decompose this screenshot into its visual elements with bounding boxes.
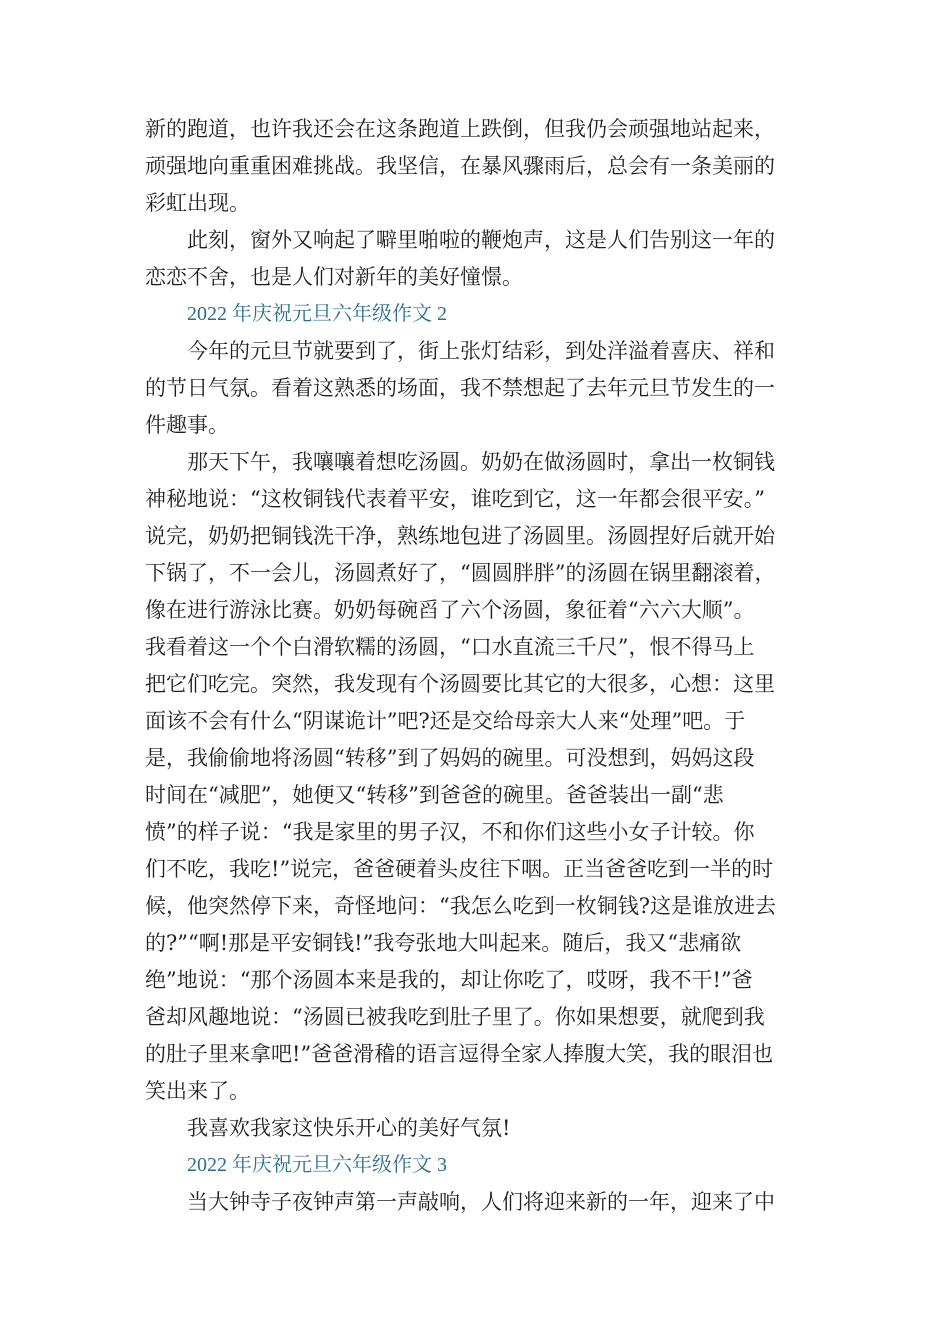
section-heading: 2022 年庆祝元旦六年级作文 2 <box>187 303 447 325</box>
paragraph-line: 的节日气氛。看着这熟悉的场面，我不禁想起了去年元旦节发生的一 <box>145 376 775 400</box>
paragraph-line: 绝”地说：“那个汤圆本来是我的，却让你吃了，哎呀，我不干!”爸 <box>145 968 753 992</box>
paragraph-line: 此刻，窗外又响起了噼里啪啦的鞭炮声，这是人们告别这一年的 <box>187 228 775 252</box>
paragraph-line: 候，他突然停下来，奇怪地问：“我怎么吃到一枚铜钱?这是谁放进去 <box>145 894 776 918</box>
paragraph-line: 是，我偷偷地将汤圆“转移”到了妈妈的碗里。可没想到，妈妈这段 <box>145 746 755 770</box>
paragraph-line: 我看着这一个个白滑软糯的汤圆，“口水直流三千尺”，恨不得马上 <box>145 635 755 659</box>
section-heading: 2022 年庆祝元旦六年级作文 3 <box>187 1154 447 1176</box>
paragraph-line: 时间在“减肥”，她便又“转移”到爸爸的碗里。爸爸装出一副“悲 <box>145 783 724 807</box>
paragraph-line: 彩虹出现。 <box>145 191 250 215</box>
paragraph-line: 面该不会有什么“阴谋诡计”吧?还是交给母亲大人来“处理”吧。于 <box>145 709 746 733</box>
paragraph-line: 爸却风趣地说：“汤圆已被我吃到肚子里了。你如果想要，就爬到我 <box>145 1005 765 1029</box>
paragraph-line: 今年的元旦节就要到了，街上张灯结彩，到处洋溢着喜庆、祥和 <box>187 339 775 363</box>
paragraph-line: 们不吃，我吃!”说完，爸爸硬着头皮往下咽。正当爸爸吃到一半的时 <box>145 857 774 881</box>
paragraph-line: 愤”的样子说：“我是家里的男子汉，不和你们这些小女子计较。你 <box>145 820 755 844</box>
paragraph-line: 神秘地说：“这枚铜钱代表着平安，谁吃到它，这一年都会很平安。” <box>145 487 765 511</box>
paragraph-line: 说完，奶奶把铜钱洗干净，熟练地包进了汤圆里。汤圆捏好后就开始 <box>145 524 775 548</box>
paragraph-line: 笑出来了。 <box>145 1079 250 1103</box>
paragraph-line: 那天下午，我嚷嚷着想吃汤圆。奶奶在做汤圆时，拿出一枚铜钱 <box>187 450 775 474</box>
paragraph-line: 当大钟寺子夜钟声第一声敲响，人们将迎来新的一年，迎来了中 <box>187 1190 775 1214</box>
paragraph-line: 像在进行游泳比赛。奶奶每碗舀了六个汤圆，象征着“六六大顺”。 <box>145 598 755 622</box>
paragraph-line: 我喜欢我家这快乐开心的美好气氛! <box>187 1116 511 1140</box>
paragraph-line: 的肚子里来拿吧!”爸爸滑稽的语言逗得全家人捧腹大笑，我的眼泪也 <box>145 1042 774 1066</box>
paragraph-line: 的?”“啊!那是平安铜钱!”我夸张地大叫起来。随后，我又“悲痛欲 <box>145 931 742 955</box>
paragraph-line: 恋恋不舍，也是人们对新年的美好憧憬。 <box>145 265 523 289</box>
paragraph-line: 新的跑道，也许我还会在这条跑道上跌倒，但我仍会顽强地站起来， <box>145 117 775 141</box>
paragraph-line: 下锅了，不一会儿，汤圆煮好了，“圆圆胖胖”的汤圆在锅里翻滚着， <box>145 561 776 585</box>
paragraph-line: 顽强地向重重困难挑战。我坚信，在暴风骤雨后，总会有一条美丽的 <box>145 154 775 178</box>
paragraph-line: 件趣事。 <box>145 413 229 437</box>
paragraph-line: 把它们吃完。突然，我发现有个汤圆要比其它的大很多，心想：这里 <box>145 672 775 696</box>
